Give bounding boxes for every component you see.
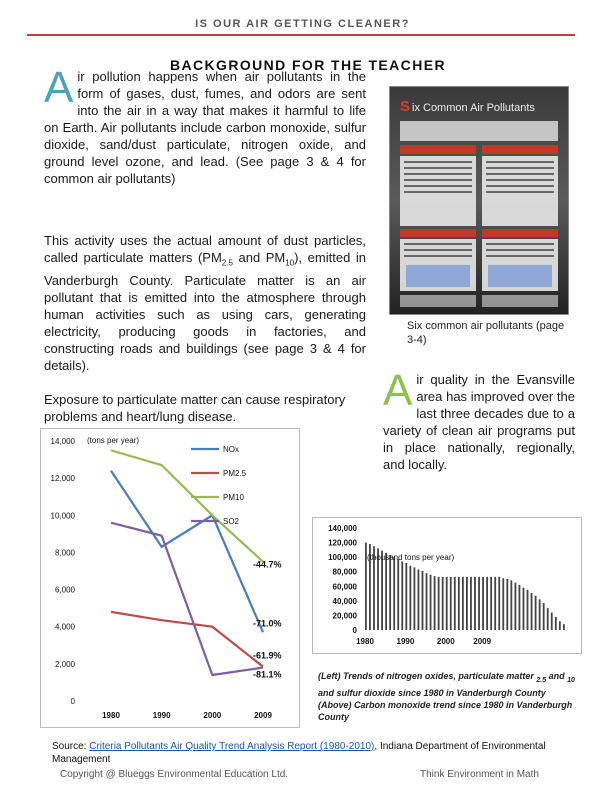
drop-cap-green: A [383, 366, 413, 415]
co-bar [527, 590, 529, 630]
co-bar [389, 555, 391, 630]
x-tick-label: 1980 [102, 711, 120, 720]
series-line-pm25 [111, 612, 263, 667]
poster-caption: Six common air pollutants (page 3-4) [407, 320, 565, 346]
y-tick-label: 4,000 [54, 622, 75, 632]
y-tick-label: 20,000 [332, 611, 357, 621]
caption-text-c: and sulfur dioxide since 1980 in Vanderburgh County (Above) Carbon monoxide trend since 1980 in Vanderburgh County [318, 687, 573, 722]
activity-text-b: and PM [232, 250, 286, 265]
air-quality-text: ir quality in the Evansville area has improved over the last three decades due to a variety of clean air programs put in place nationally, regionally, and locally. [383, 372, 575, 472]
y-tick-label: 120,000 [328, 538, 357, 548]
co-bar [543, 603, 545, 630]
intro-paragraph [44, 63, 366, 187]
co-bar [547, 608, 549, 630]
legend-label: SO2 [223, 517, 240, 526]
x-tick-label: 1990 [152, 711, 171, 720]
co-bar [418, 570, 420, 630]
health-paragraph: Exposure to particulate matter can cause respiratory problems and heart/lung disease. [44, 392, 346, 424]
bar-chart-svg [313, 518, 581, 653]
legend-label: PM10 [223, 493, 244, 502]
source-citation [52, 740, 572, 766]
y-tick-label: 140,000 [328, 524, 357, 533]
caption-subscript-10: 10 [567, 676, 575, 684]
co-bar [450, 577, 452, 630]
charts-caption [318, 670, 580, 723]
caption-text-a: (Left) Trends of nitrogen oxides, particulate matter [318, 671, 537, 681]
co-bar [539, 599, 541, 630]
y-tick-label: 14,000 [50, 437, 75, 446]
co-bar [563, 624, 565, 630]
co-bar [478, 577, 480, 630]
co-bar [470, 577, 472, 630]
page-header-title: IS OUR AIR GETTING CLEANER? [195, 18, 410, 30]
co-bar [502, 578, 504, 630]
poster-title-initial: S [400, 98, 411, 115]
y-tick-label: 100,000 [328, 553, 357, 563]
caption-subscript-25: 2.5 [536, 676, 547, 684]
pm25-subscript: 2.5 [221, 258, 233, 268]
y-tick-label: 8,000 [54, 548, 75, 558]
percent-change-label: -61.9% [253, 650, 282, 661]
co-bar [397, 559, 399, 630]
co-bar [551, 613, 553, 630]
co-bar [442, 577, 444, 630]
co-bar [482, 577, 484, 630]
co-bar [462, 577, 464, 630]
y-axis-label: (thousand tons per year) [367, 553, 455, 562]
co-bar [409, 566, 411, 630]
percent-change-label: -71.0% [253, 618, 282, 629]
co-bar [413, 567, 415, 630]
co-bar [510, 580, 512, 630]
legend-label: NOx [223, 445, 239, 454]
co-bar [555, 617, 557, 630]
co-bar [514, 583, 516, 630]
co-bar [466, 577, 468, 630]
co-bar [381, 551, 383, 630]
activity-paragraph [44, 232, 366, 374]
pm10-subscript: 10 [285, 258, 295, 268]
percent-change-label: -44.7% [253, 559, 282, 570]
pollutant-trend-line-chart [40, 428, 300, 728]
percent-change-label: -81.1% [253, 669, 282, 680]
footer-tagline: Think Environment in Math [420, 769, 539, 780]
activity-text-a: This activity uses the actual amount of dust particles, called particulate matters (PM [44, 233, 366, 265]
y-tick-label: 60,000 [332, 582, 357, 592]
co-bar [434, 576, 436, 630]
y-tick-label: 80,000 [332, 567, 357, 577]
legend-label: PM2.5 [223, 469, 247, 478]
co-bar [490, 577, 492, 630]
footer-copyright: Copyright @ Blueggs Environmental Education Ltd. [60, 769, 289, 780]
caption-text-b: and [546, 671, 568, 681]
co-bar [401, 562, 403, 630]
co-bar [385, 553, 387, 630]
co-bar [486, 577, 488, 630]
y-tick-label: 6,000 [54, 585, 75, 595]
co-bar [426, 573, 428, 630]
x-tick-label: 2009 [254, 711, 272, 720]
poster-image [390, 87, 568, 314]
intro-text: ir pollution happens when air pollutants in the form of gases, dust, fumes, and odors are sent into the air in a way that makes it harmful to life on Earth. Air pollutants include carbon monoxide, sulfur dioxide, sand/dust particulate, nitrogen oxide, and ground level ozone, and lead. (See page 3 & 4 for common air pollutants) [44, 69, 366, 186]
line-chart-svg [41, 429, 299, 727]
co-bar [393, 557, 395, 630]
y-tick-label: 2,000 [54, 659, 75, 669]
y-tick-label: 12,000 [50, 474, 75, 484]
header-divider [27, 34, 575, 36]
series-line-so2 [111, 523, 263, 675]
co-bar [474, 577, 476, 630]
y-tick-label: 0 [352, 626, 357, 635]
co-bar [559, 621, 561, 630]
co-bar [458, 577, 460, 630]
co-bar [506, 579, 508, 630]
pollutants-poster-thumbnail [389, 86, 569, 315]
x-tick-label: 1980 [356, 637, 374, 646]
co-bar [498, 577, 500, 630]
y-tick-label: 0 [70, 697, 75, 706]
x-tick-label: 1990 [396, 637, 415, 646]
co-bar [446, 577, 448, 630]
carbon-monoxide-bar-chart [312, 517, 582, 654]
x-tick-label: 2000 [203, 711, 222, 720]
co-bar [438, 577, 440, 630]
co-bar [523, 588, 525, 630]
y-tick-label: 10,000 [50, 511, 75, 521]
co-bar [405, 563, 407, 630]
section-title: BACKGROUND FOR THE TEACHER [170, 57, 446, 73]
co-bar [535, 596, 537, 630]
co-bar [494, 577, 496, 630]
source-report-link[interactable]: Criteria Pollutants Air Quality Trend Analysis Report (1980-2010) [89, 741, 375, 752]
y-axis-label: (tons per year) [87, 436, 140, 445]
source-suffix: , Indiana Department of Environmental Management [52, 741, 546, 765]
activity-text-c: ), emitted in Vanderburgh County. Particulate matter is an air pollutant that is emitted into the atmosphere through human activities such as using cars, generating electricity, producing goods in factories, and constructing roads and buildings (see page 3 & 4 for details). [44, 250, 366, 373]
co-bar [519, 585, 521, 630]
co-bar [422, 571, 424, 630]
y-tick-label: 40,000 [332, 596, 357, 606]
poster-title: ix Common Air Pollutants [412, 102, 535, 114]
x-tick-label: 2009 [473, 637, 492, 646]
drop-cap: A [44, 63, 74, 112]
air-quality-paragraph [383, 366, 575, 473]
co-bar [454, 577, 456, 630]
x-tick-label: 2000 [436, 637, 455, 646]
co-bar [531, 593, 533, 630]
co-bar [430, 575, 432, 630]
source-prefix: Source: [52, 741, 90, 752]
